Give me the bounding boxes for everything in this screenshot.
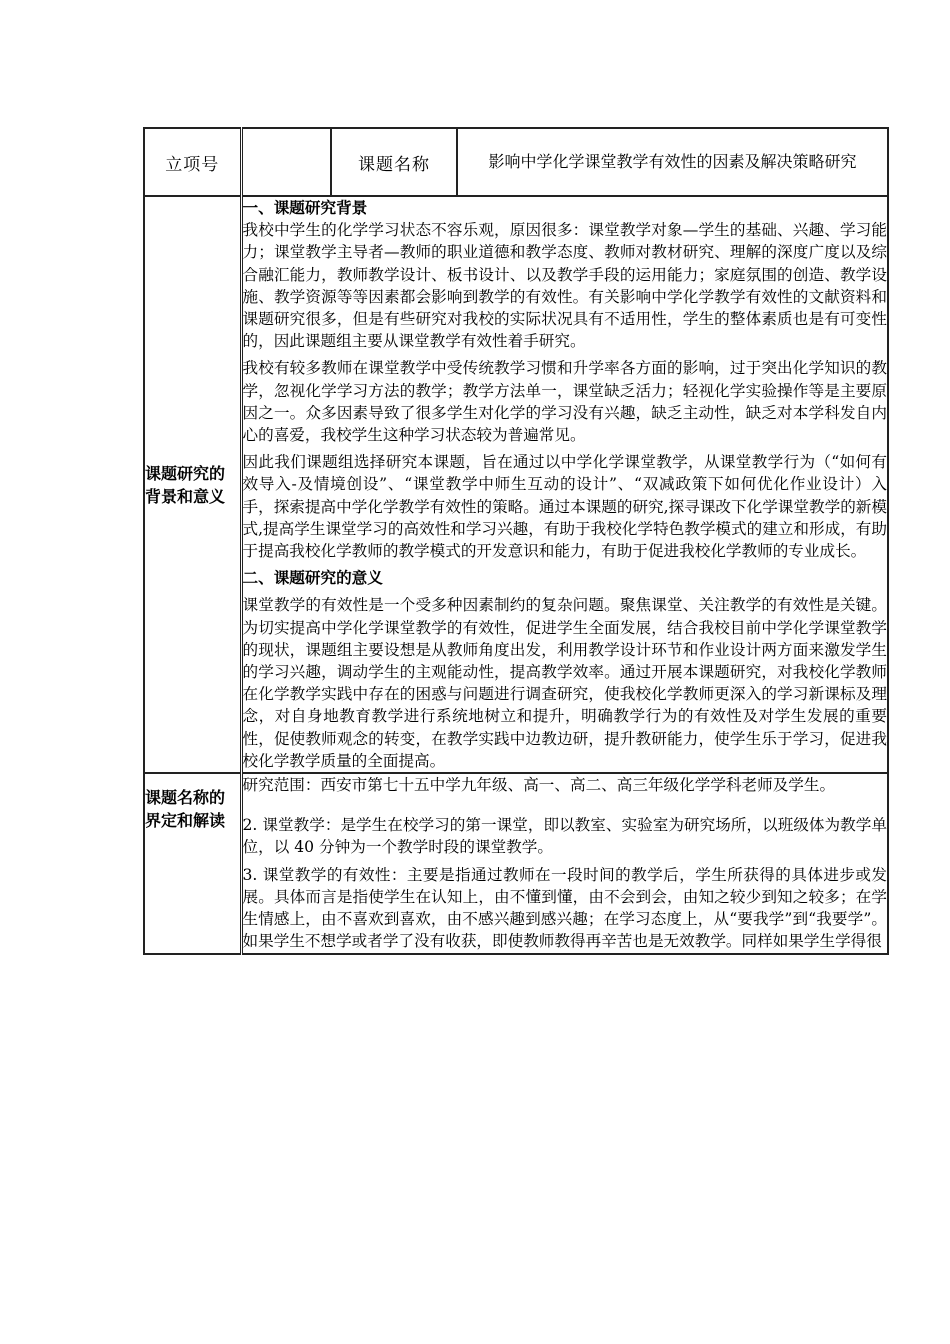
- topic-name-label: 课题名称: [331, 128, 457, 196]
- background-label: 课题研究的背景和意义: [144, 196, 241, 773]
- significance-heading: 二、课题研究的意义: [242, 568, 383, 588]
- background-content: [241, 196, 888, 773]
- project-no-label: 立项号: [144, 128, 241, 196]
- definition-label: 课题名称的界定和解读: [144, 773, 241, 953]
- definition-paragraph-3: 3. 课堂教学的有效性：主要是指通过教师在一段时间的教学后，学生所获得的具体进步或发展。具体而言是指使学生在认知上，由不懂到懂，由不会到会，由知之较少到知之较多；在学生情感上，由不喜欢到喜欢，由不感兴趣到感兴趣；在学习态度上，从“要我学”到“我要学”。如果学生不想学或者学了没有收获，即使教师教得再辛苦也是无效教学。同样如果学生学得很: [242, 865, 887, 951]
- header-row: [144, 128, 888, 196]
- background-heading: 一、课题研究背景: [242, 198, 368, 217]
- definition-paragraph-1: 研究范围：西安市第七十五中学九年级、高一、高二、高三年级化学学科老师及学生。: [242, 776, 836, 795]
- project-no-value: [241, 128, 331, 196]
- definition-row: [144, 773, 888, 953]
- project-form-table: [143, 127, 889, 955]
- definition-content: [241, 773, 888, 953]
- background-paragraph-1: 我校中学生的化学学习状态不容乐观，原因很多：课堂教学对象—学生的基础、兴趣、学习能力；课堂教学主导者—教师的职业道德和教学态度、教师对教材研究、理解的深度广度以及综合融汇能力，教师教学设计、板书设计、以及教学手段的运用能力；家庭氛围的创造、教学设施、教学资源等等因素都会影响到教学的有效性。有关影响中学化学教学有效性的文献资料和课题研究很多，但是有些研究对我校的实际状况具有不适用性，学生的整体素质也是有可变性的，因此课题组主要从课堂教学有效性着手研究。: [242, 221, 887, 351]
- definition-paragraph-2: 2. 课堂教学：是学生在校学习的第一课堂，即以教室、实验室为研究场所，以班级体为教学单位，以 40 分钟为一个教学时段的课堂教学。: [242, 816, 887, 857]
- background-paragraph-2: 我校有较多教师在课堂教学中受传统教学习惯和升学率各方面的影响，过于突出化学知识的教学，忽视化学学习方法的教学；教学方法单一，课堂缺乏活力；轻视化学实验操作等是主要原因之一。众多因素导致了很多学生对化学的学习没有兴趣，缺乏主动性，缺乏对本学科发自内心的喜爱，我校学生这种学习状态较为普遍常见。: [242, 359, 887, 445]
- topic-name-value: 影响中学化学课堂教学有效性的因素及解决策略研究: [457, 128, 888, 196]
- significance-paragraph: 课堂教学的有效性是一个受多种因素制约的复杂问题。聚焦课堂、关注教学的有效性是关键。为切实提高中学化学课堂教学的有效性，促进学生全面发展，结合我校目前中学化学课堂教学的现状，课题组主要设想是从教师角度出发，利用教学设计环节和作业设计两方面来激发学生的学习兴趣，调动学生的主观能动性，提高教学效率。通过开展本课题研究，对我校化学教师在化学教学实践中存在的困惑与问题进行调查研究，使我校化学教师更深入的学习新课标及理念，对自身地教育教学进行系统地树立和提升，明确教学行为的有效性及对学生发展的重要性，促使教师观念的转变，在教学实践中边教边研，提升教研能力，使学生乐于学习，促进我校化学教学质量的全面提高。: [242, 596, 887, 770]
- background-paragraph-3: 因此我们课题组选择研究本课题，旨在通过以中学化学课堂教学，从课堂教学行为（“如何有效导入-及情境创设”、“课堂教学中师生互动的设计”、“双减政策下如何优化作业设计）入手，探索提高中学化学教学有效性的策略。通过本课题的研究,探寻课改下化学课堂教学的新模式,提高学生课堂学习的高效性和学习兴趣，有助于我校化学特色教学模式的建立和形成，有助于提高我校化学教师的教学模式的开发意识和能力，有助于促进我校化学教师的专业成长。: [242, 453, 887, 561]
- background-row: [144, 196, 888, 773]
